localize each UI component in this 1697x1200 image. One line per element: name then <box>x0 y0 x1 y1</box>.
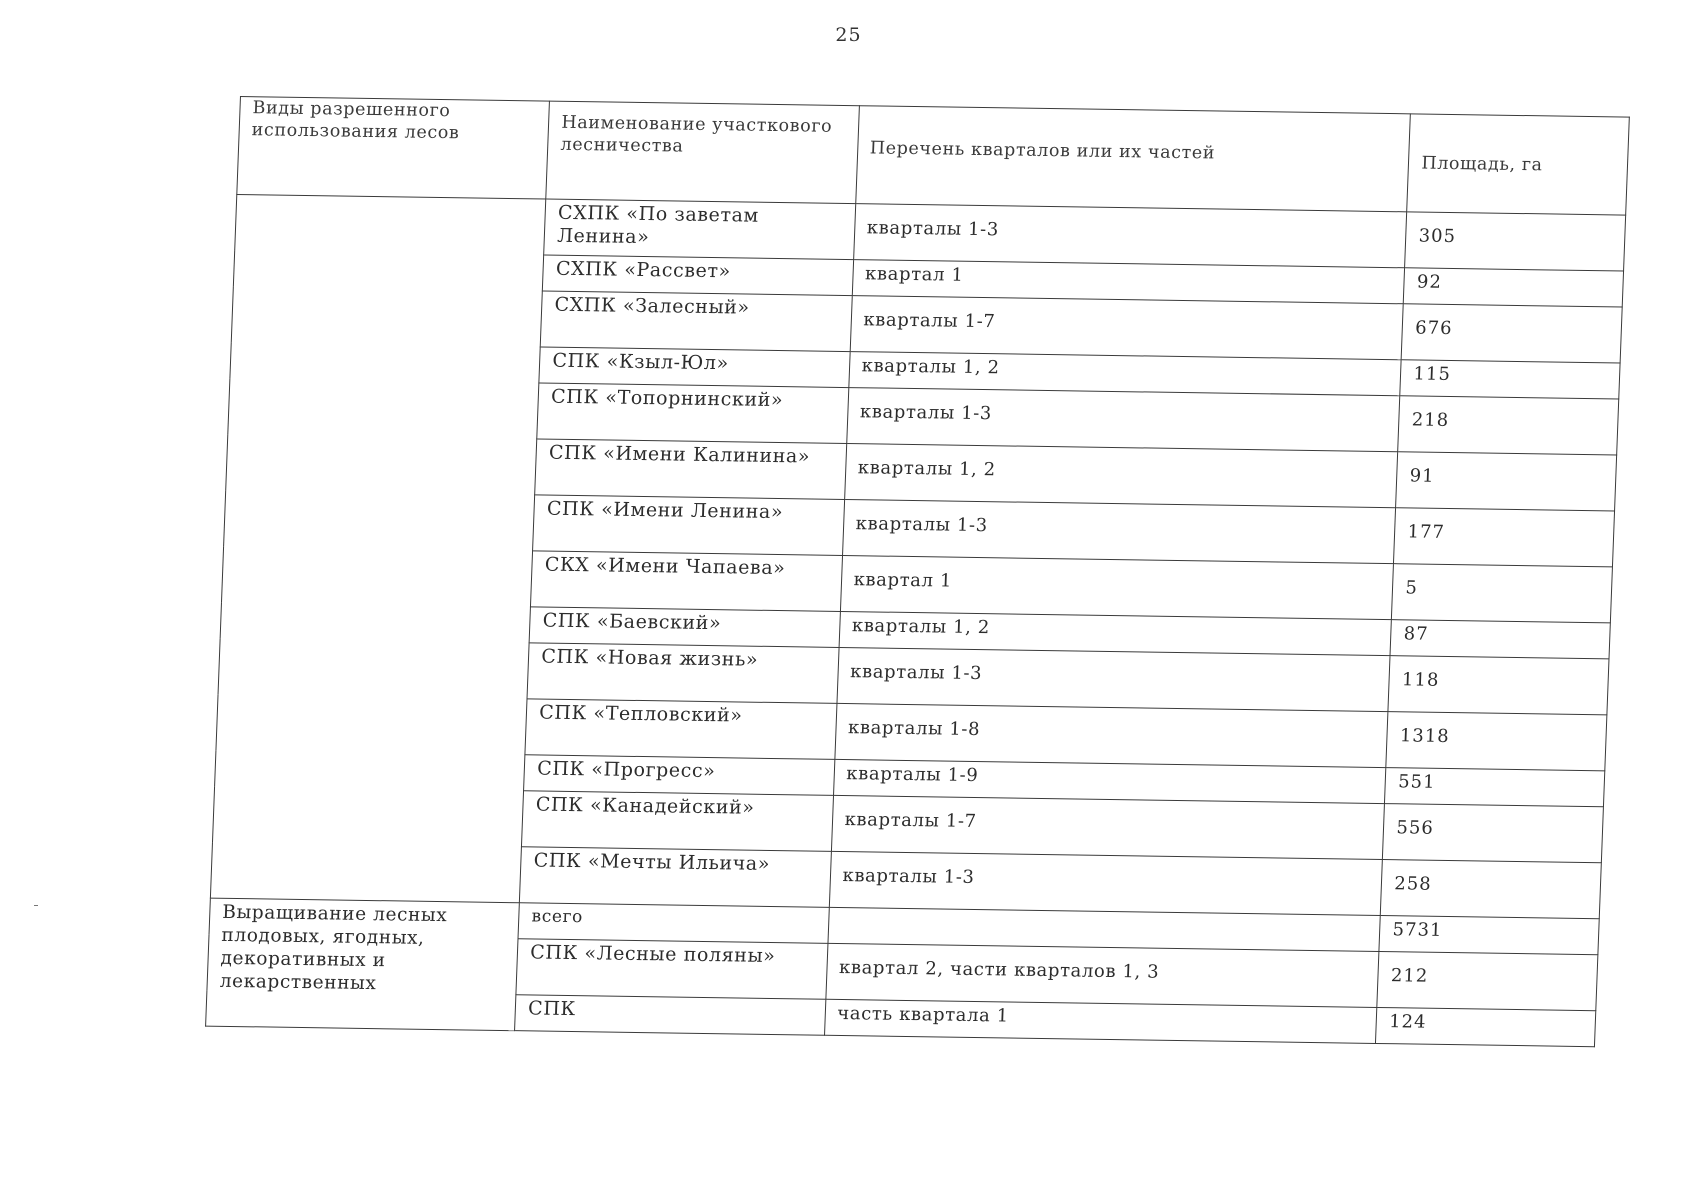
quarters-cell: кварталы 1-3 <box>853 204 1407 268</box>
area-cell: 218 <box>1398 396 1619 455</box>
area-cell: 212 <box>1377 951 1598 1010</box>
forestry-name-cell: СПК «Прогресс» <box>524 755 835 796</box>
forestry-name-cell: СПК «Баевский» <box>529 607 840 648</box>
quarters-cell: кварталы 1-3 <box>842 500 1396 564</box>
forest-usage-table <box>205 96 1630 1047</box>
forestry-name-cell: СПК «Топорнинский» <box>537 383 848 444</box>
header-forestry-name: Наименование участкового лесничества <box>546 101 859 204</box>
quarters-cell: кварталы 1-7 <box>831 795 1385 859</box>
forestry-name-cell: СХПК «Рассвет» <box>543 255 854 296</box>
header-usage-types: Виды разрешенного использования лесов <box>237 97 550 200</box>
quarters-cell: кварталы 1-8 <box>834 703 1388 767</box>
quarters-cell: кварталы 1, 2 <box>839 611 1392 655</box>
forestry-name-cell: СПК «Мечты Ильича» <box>520 847 831 908</box>
forestry-name-cell: СПК <box>515 995 826 1036</box>
quarters-cell: квартал 2, части кварталов 1, 3 <box>825 943 1379 1007</box>
header-quarters-list: Перечень кварталов или их частей <box>855 106 1410 212</box>
area-cell: 676 <box>1402 304 1623 363</box>
forestry-name-cell: СПК «Тепловский» <box>525 699 836 760</box>
forestry-name-cell: СПК «Кзыл-Юл» <box>539 347 850 388</box>
forestry-name-cell: СКХ «Имени Чапаева» <box>531 551 842 612</box>
quarters-cell: кварталы 1-3 <box>837 647 1391 711</box>
area-cell: 305 <box>1405 212 1626 271</box>
quarters-cell: квартал 1 <box>852 260 1405 304</box>
page-number: 25 <box>835 24 862 46</box>
area-cell: 115 <box>1400 360 1620 399</box>
forestry-name-cell: СПК «Имени Ленина» <box>533 495 844 556</box>
quarters-cell: кварталы 1-3 <box>829 851 1383 915</box>
area-cell: 556 <box>1383 804 1604 863</box>
quarters-cell: кварталы 1, 2 <box>848 352 1401 396</box>
forestry-name-cell: СПК «Лесные поляны» <box>516 939 827 1000</box>
quarters-cell: кварталы 1-9 <box>833 759 1386 803</box>
quarters-cell: кварталы 1-3 <box>846 388 1400 452</box>
area-cell: 177 <box>1394 508 1615 567</box>
quarters-cell: кварталы 1-7 <box>850 296 1404 360</box>
area-cell: 118 <box>1388 656 1609 715</box>
area-cell: 1318 <box>1386 712 1607 771</box>
forest-usage-table-wrapper <box>205 96 1630 1047</box>
header-area: Площадь, га <box>1407 114 1629 215</box>
forestry-name-cell: СПК «Имени Калинина» <box>535 439 846 500</box>
area-cell: 5 <box>1392 564 1613 623</box>
quarters-cell: часть квартала 1 <box>824 999 1377 1043</box>
area-cell: 258 <box>1381 860 1602 919</box>
forestry-name-cell: СПК «Новая жизнь» <box>527 643 838 704</box>
quarters-cell: квартал 1 <box>840 555 1394 619</box>
total-label-cell: всего <box>518 903 829 944</box>
quarters-cell: кварталы 1, 2 <box>844 444 1398 508</box>
total-area-cell: 5731 <box>1379 916 1599 955</box>
usage-type-cell: Выращивание лесных плодовых, ягодных, декоративных и лекарственных <box>206 898 520 1031</box>
usage-type-cell-empty <box>210 194 546 902</box>
area-cell: 92 <box>1404 268 1624 307</box>
forestry-name-cell: СХПК «По заветам Ленина» <box>544 199 855 260</box>
area-cell: 551 <box>1385 768 1605 807</box>
forestry-name-cell: СПК «Канадейский» <box>522 791 833 852</box>
scan-speck <box>34 905 38 906</box>
forestry-name-cell: СХПК «Залесный» <box>540 291 851 352</box>
area-cell: 124 <box>1376 1007 1596 1046</box>
area-cell: 91 <box>1396 452 1617 511</box>
area-cell: 87 <box>1390 620 1610 659</box>
